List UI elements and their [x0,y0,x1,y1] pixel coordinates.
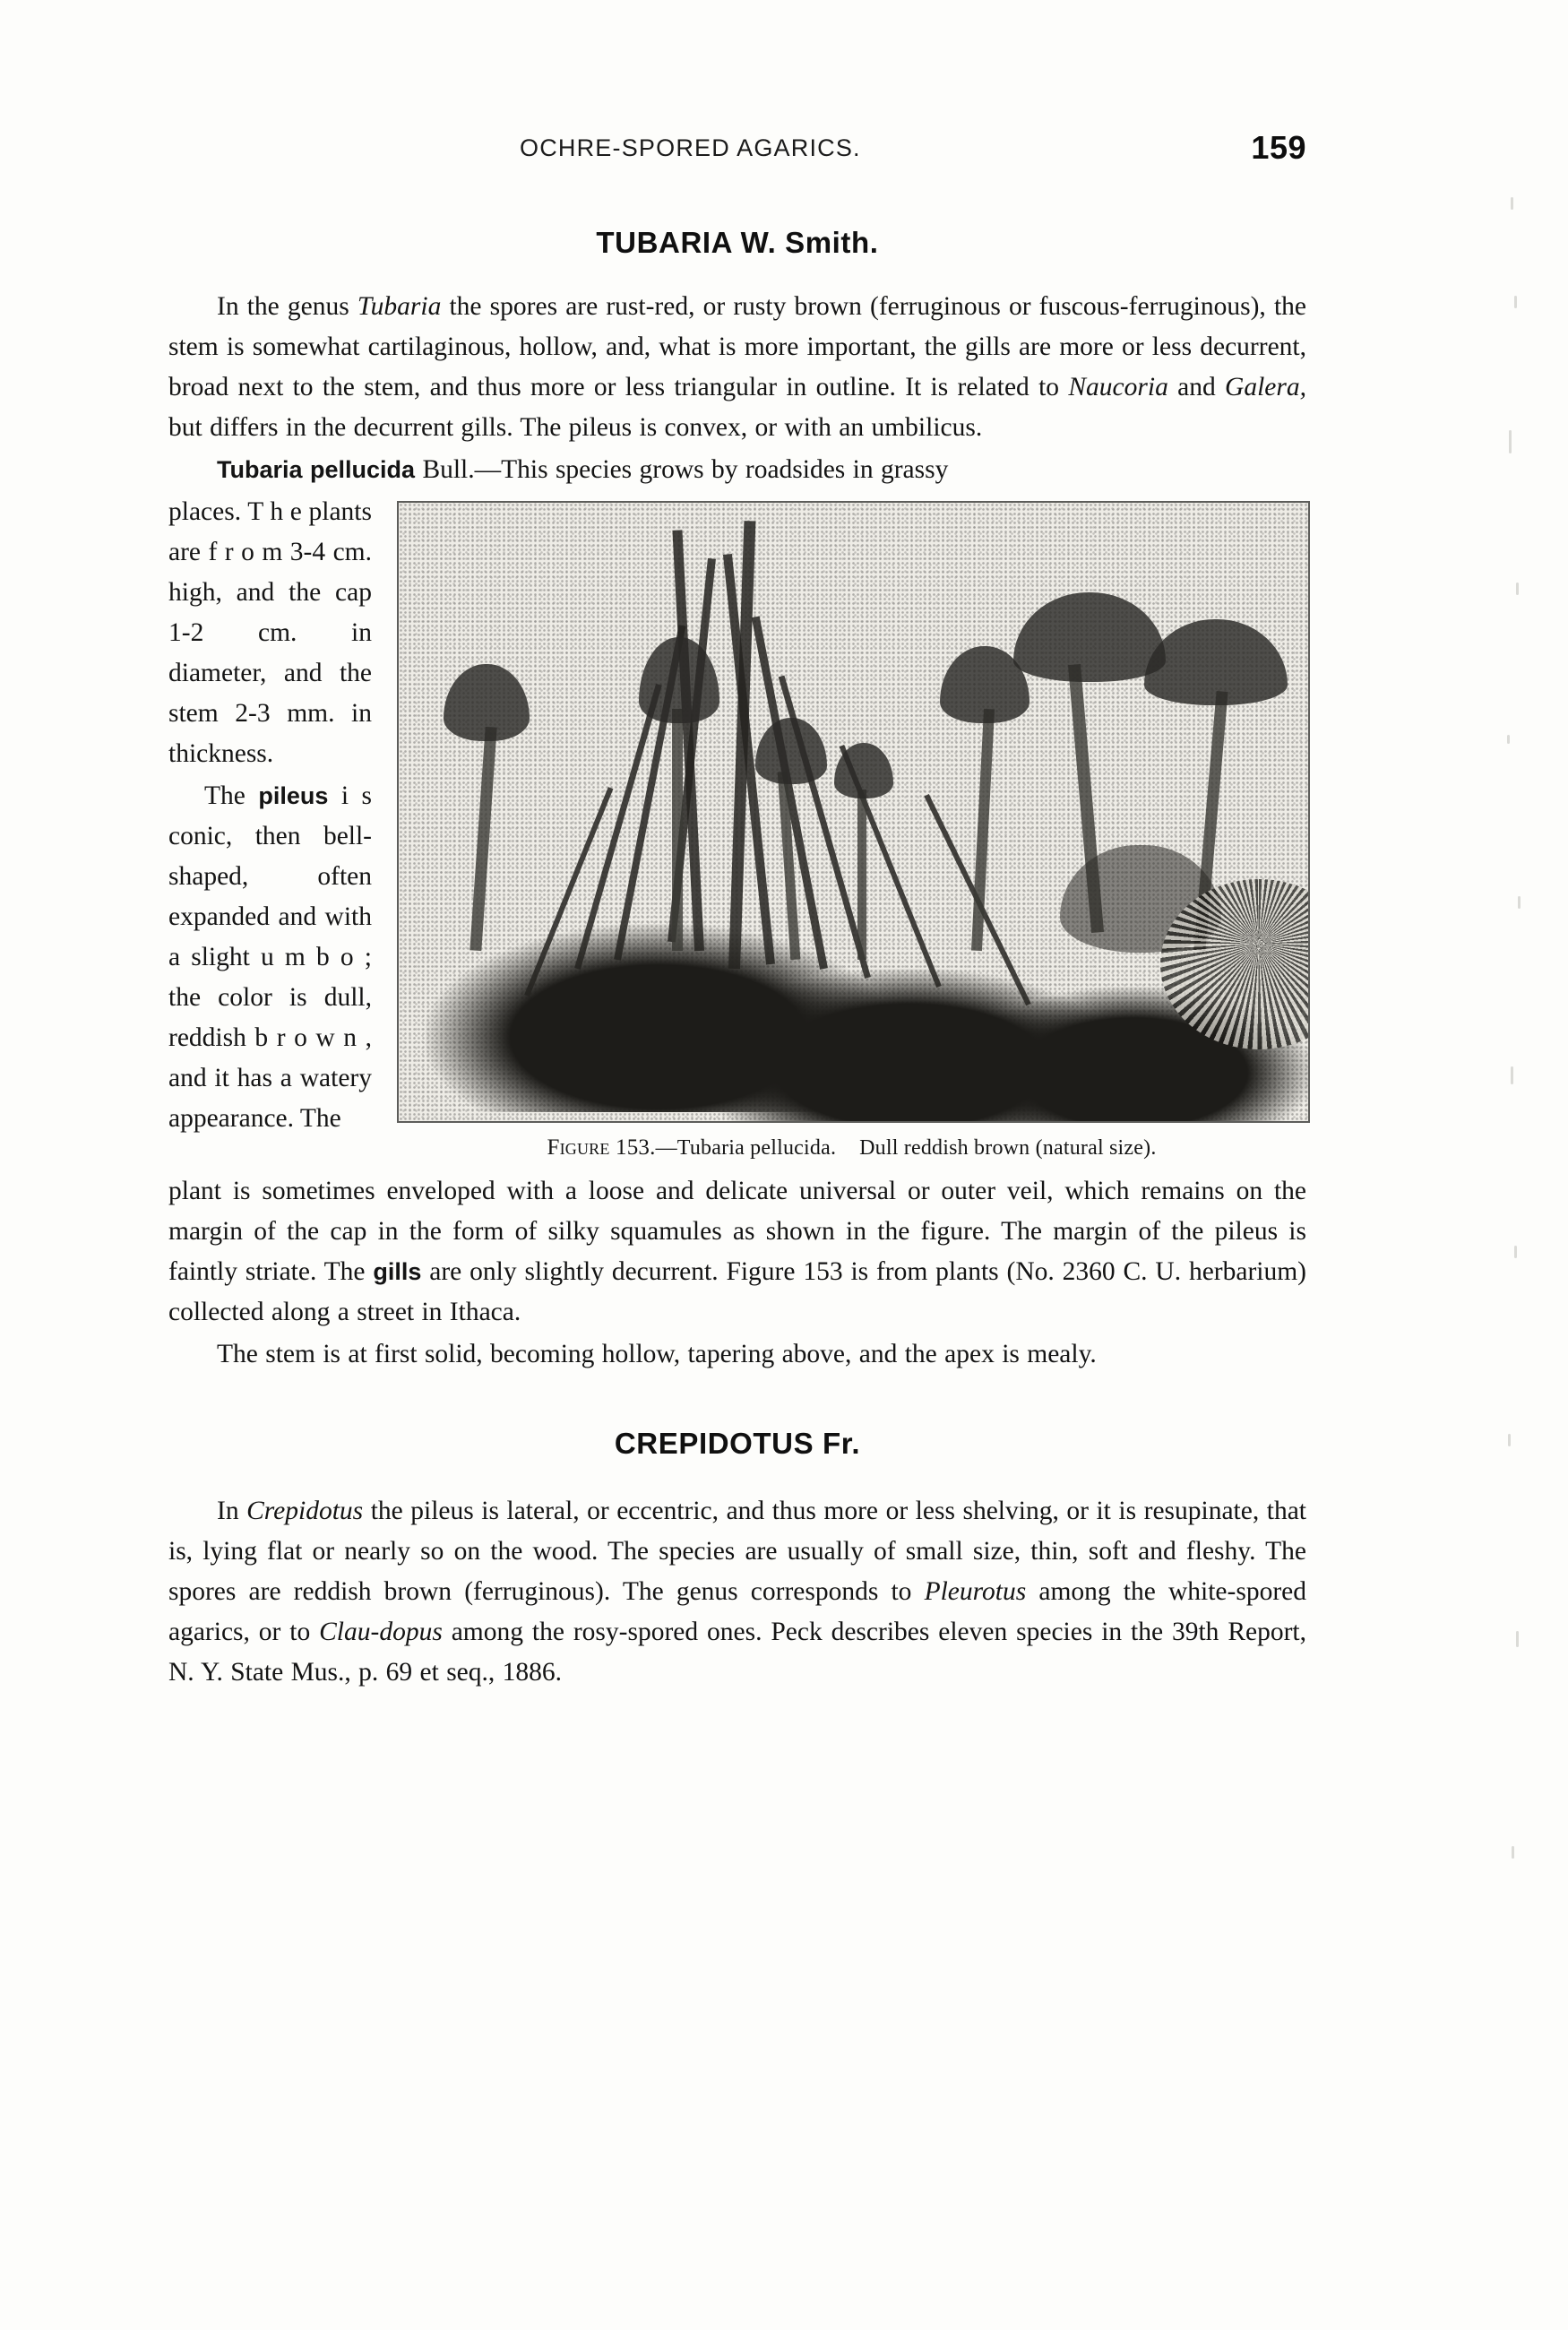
paragraph-crepidotus-intro [168,1491,1306,1693]
genus-name-italic: Pleurotus [924,1577,1027,1606]
page-number: 159 [1251,129,1306,166]
figure-label: Figure 153. [547,1135,656,1160]
figure-block [397,501,1306,1161]
text-run: plant is sometimes enveloped with a loose and delicate universal or outer veil, which remains on the margin of the cap in the form of silky squamules as shown in the figure. The margin of the pileus is faintly striate. The [168,1177,1306,1286]
genus-name-italic: dopus [379,1618,443,1646]
text-run: Bull.—This species grows by roadsides in grassy [415,455,949,484]
figure-image [397,501,1310,1123]
figure-note: Dull reddish brown (natural size). [859,1136,1157,1160]
genus-name-italic: Clau- [319,1618,380,1646]
term-gills-bold: gills [373,1258,422,1285]
text-run: among the white-spored agarics, or to [168,1577,1306,1646]
paragraph-species-lead [168,450,1306,490]
figure-caption [397,1135,1306,1161]
figure-species: Tubaria pellucida. [676,1136,837,1160]
text-run: In [217,1497,247,1525]
running-head [168,129,1306,186]
paragraph-tubaria-intro [168,287,1306,448]
text-run: the pileus is lateral, or eccentric, and thus more or less shelving, or it is resupinate, that is, lying flat or nearly so on the wood. The species are usually of small size, thin, soft and fleshy. The spores are reddish brown (ferruginous). The genus corresponds to [168,1497,1306,1606]
paragraph-veil-continued [168,1171,1306,1333]
scan-edge-marks [1505,161,1541,2043]
text-run: In the genus [217,292,358,321]
paragraph-column-measurements: places. T h e plants are f r o m 3-4 cm. high, and the cap 1-2 cm. in diameter, and the stem 2-3 mm. in thickness. [168,497,372,768]
running-head-title: OCHRE-SPORED AGARICS. [520,134,861,161]
paragraph-stem: The stem is at first solid, becoming hollow, tapering above, and the apex is mealy. [217,1340,1097,1368]
figure-dash: — [655,1136,677,1160]
text-run: i s conic, then bell-shaped, often expanded and with a slight u m b o ; the color is dull, reddish b r o w n , and it has a watery appearance. The [168,781,372,1133]
genus-name-italic: Tubaria [357,292,442,321]
text-run: and [1167,373,1226,401]
section-heading-crepidotus: CREPIDOTUS Fr. [614,1427,861,1460]
genus-name-italic: Galera, [1225,373,1306,401]
page-content [168,129,1306,1695]
species-name-bold: Tubaria pellucida [217,456,416,483]
text-run: but differs in the decurrent gills. The pileus is convex, or with an umbilicus. [168,413,983,442]
text-run: The [204,781,259,810]
genus-name-italic: Naucoria [1068,373,1168,401]
text-run: the spores are rust-red, or rusty brown (ferruginous or fuscous-ferruginous), the stem is somewhat cartilaginous, hollow, and, what is more important, the gills are more or less decurrent, broad next to the stem, and thus more or less triangular in outline. It is related to [168,292,1306,401]
text-run: are only slightly decurrent. Figure 153 is from plants (No. 2360 C. U. herbarium) collected along a street in Ithaca. [168,1257,1306,1326]
section-heading-tubaria: TUBARIA W. Smith. [596,226,879,259]
text-run: among the rosy-spored ones. Peck describes eleven species in the 39th Report, N. Y. State Mus., p. 69 et seq., 1886. [168,1618,1306,1687]
genus-name-italic: Crepidotus [246,1497,364,1525]
paragraph-column-pileus [168,776,375,1139]
term-pileus-bold: pileus [258,782,329,809]
